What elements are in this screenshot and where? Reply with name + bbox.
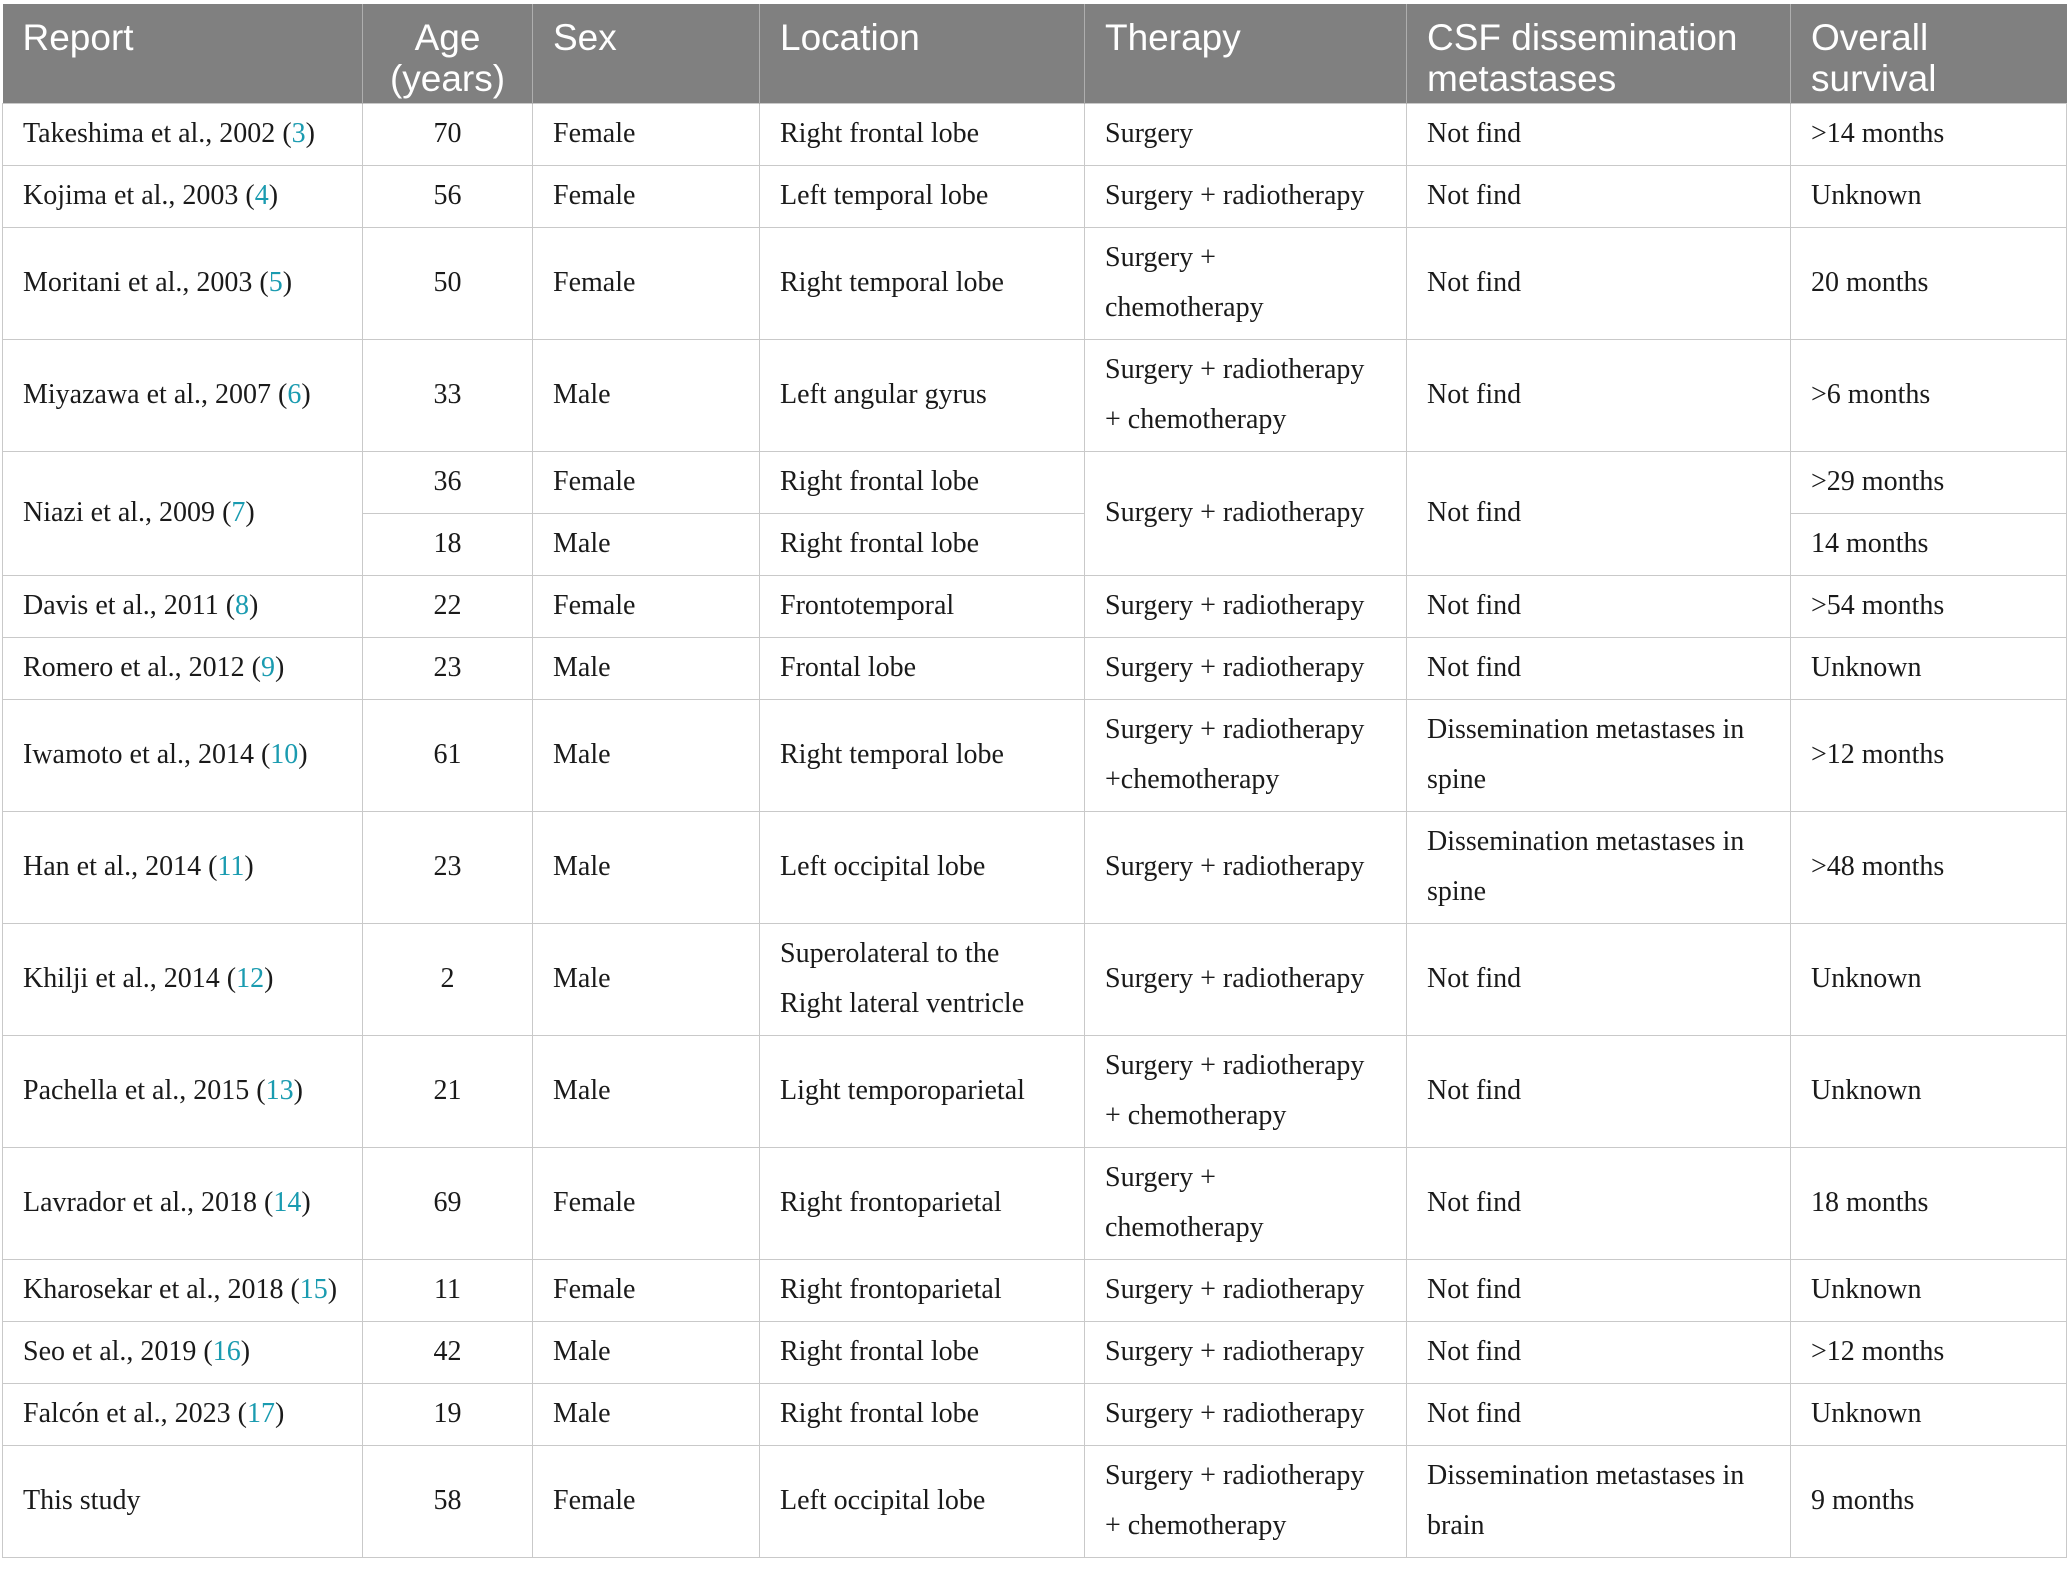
age-cell: 11: [363, 1259, 533, 1321]
survival-cell: >12 months: [1791, 699, 2067, 811]
sex-cell: Female: [533, 451, 760, 513]
report-cell: Davis et al., 2011 (8): [3, 575, 363, 637]
table-row: [3, 227, 2067, 339]
header-overall-survival: Overall survival: [1791, 4, 2067, 103]
reference-link[interactable]: 12: [236, 963, 265, 994]
reference-link[interactable]: 13: [265, 1075, 294, 1106]
location-cell: Light temporoparietal: [760, 1035, 1085, 1147]
location-cell: Right temporal lobe: [760, 699, 1085, 811]
age-cell: 50: [363, 227, 533, 339]
location-cell: Left temporal lobe: [760, 165, 1085, 227]
csf-cell: Not find: [1407, 339, 1791, 451]
header-sex: Sex: [533, 4, 760, 103]
reference-link[interactable]: 7: [231, 497, 246, 528]
report-cell: Takeshima et al., 2002 (3): [3, 103, 363, 165]
table-row: [3, 923, 2067, 1035]
sex-cell: Female: [533, 103, 760, 165]
survival-cell: Unknown: [1791, 165, 2067, 227]
reference-link[interactable]: 14: [273, 1187, 302, 1218]
survival-cell: Unknown: [1791, 637, 2067, 699]
sex-cell: Male: [533, 1383, 760, 1445]
therapy-cell: Surgery + radiotherapy + chemotherapy: [1085, 1445, 1407, 1557]
survival-cell: 18 months: [1791, 1147, 2067, 1259]
report-name: Iwamoto et al., 2014: [23, 739, 254, 770]
reference-link[interactable]: 5: [268, 267, 283, 298]
report-name: Takeshima et al., 2002: [23, 118, 276, 149]
table-row: [3, 165, 2067, 227]
reference-link[interactable]: 6: [287, 379, 302, 410]
location-cell: Right frontal lobe: [760, 103, 1085, 165]
csf-cell: Not find: [1407, 575, 1791, 637]
sex-cell: Male: [533, 339, 760, 451]
reference-link[interactable]: 11: [217, 851, 245, 882]
sex-cell: Male: [533, 637, 760, 699]
csf-cell: Not find: [1407, 451, 1791, 575]
location-cell: Right frontal lobe: [760, 1383, 1085, 1445]
survival-cell: Unknown: [1791, 1035, 2067, 1147]
age-cell: 36: [363, 451, 533, 513]
table-row: [3, 103, 2067, 165]
report-name: Khilji et al., 2014: [23, 963, 220, 994]
reference-link[interactable]: 4: [254, 180, 269, 211]
survival-cell: 9 months: [1791, 1445, 2067, 1557]
report-cell: Seo et al., 2019 (16): [3, 1321, 363, 1383]
table-row: [3, 1321, 2067, 1383]
csf-cell: Not find: [1407, 227, 1791, 339]
age-cell: 56: [363, 165, 533, 227]
report-cell: Miyazawa et al., 2007 (6): [3, 339, 363, 451]
sex-cell: Female: [533, 1259, 760, 1321]
location-cell: Right frontoparietal: [760, 1259, 1085, 1321]
reference-link[interactable]: 17: [246, 1398, 275, 1429]
report-name: This study: [23, 1485, 141, 1516]
therapy-cell: Surgery + radiotherapy: [1085, 811, 1407, 923]
csf-cell: Not find: [1407, 1321, 1791, 1383]
sex-cell: Male: [533, 699, 760, 811]
header-csf-dissemination: CSF dissemination metastases: [1407, 4, 1791, 103]
location-cell: Right frontoparietal: [760, 1147, 1085, 1259]
survival-cell: >6 months: [1791, 339, 2067, 451]
location-cell: Right temporal lobe: [760, 227, 1085, 339]
report-cell: Khilji et al., 2014 (12): [3, 923, 363, 1035]
survival-cell: >48 months: [1791, 811, 2067, 923]
reference-link[interactable]: 8: [235, 590, 250, 621]
sex-cell: Female: [533, 1445, 760, 1557]
age-cell: 42: [363, 1321, 533, 1383]
location-cell: Left occipital lobe: [760, 811, 1085, 923]
csf-cell: Dissemination metastases in brain: [1407, 1445, 1791, 1557]
age-cell: 19: [363, 1383, 533, 1445]
report-cell: Romero et al., 2012 (9): [3, 637, 363, 699]
header-age: Age (years): [363, 4, 533, 103]
therapy-cell: Surgery: [1085, 103, 1407, 165]
location-cell: Frontotemporal: [760, 575, 1085, 637]
age-cell: 23: [363, 811, 533, 923]
report-cell: Falcón et al., 2023 (17): [3, 1383, 363, 1445]
report-name: Kharosekar et al., 2018: [23, 1274, 284, 1305]
therapy-cell: Surgery + radiotherapy + chemotherapy: [1085, 1035, 1407, 1147]
sex-cell: Male: [533, 513, 760, 575]
sex-cell: Female: [533, 1147, 760, 1259]
survival-cell: 20 months: [1791, 227, 2067, 339]
therapy-cell: Surgery + radiotherapy: [1085, 1383, 1407, 1445]
report-cell: Kharosekar et al., 2018 (15): [3, 1259, 363, 1321]
reference-link[interactable]: 10: [270, 739, 299, 770]
report-cell: Moritani et al., 2003 (5): [3, 227, 363, 339]
csf-cell: Not find: [1407, 637, 1791, 699]
report-cell: Kojima et al., 2003 (4): [3, 165, 363, 227]
therapy-cell: Surgery + radiotherapy: [1085, 637, 1407, 699]
csf-cell: Not find: [1407, 165, 1791, 227]
reference-link[interactable]: 3: [291, 118, 306, 149]
survival-cell: >54 months: [1791, 575, 2067, 637]
report-cell: Han et al., 2014 (11): [3, 811, 363, 923]
location-cell: Superolateral to the Right lateral ventricle: [760, 923, 1085, 1035]
sex-cell: Male: [533, 1321, 760, 1383]
csf-cell: Not find: [1407, 1147, 1791, 1259]
table-row: [3, 811, 2067, 923]
report-name: Niazi et al., 2009: [23, 497, 216, 528]
therapy-cell: Surgery + radiotherapy + chemotherapy: [1085, 339, 1407, 451]
report-name: Davis et al., 2011: [23, 590, 219, 621]
case-reports-table: [2, 4, 2067, 1558]
report-cell: Lavrador et al., 2018 (14): [3, 1147, 363, 1259]
csf-cell: Not find: [1407, 1383, 1791, 1445]
table-row: [3, 637, 2067, 699]
header-location: Location: [760, 4, 1085, 103]
table-row: [3, 575, 2067, 637]
sex-cell: Male: [533, 811, 760, 923]
location-cell: Right frontal lobe: [760, 1321, 1085, 1383]
age-cell: 22: [363, 575, 533, 637]
csf-cell: Dissemination metastases in spine: [1407, 811, 1791, 923]
therapy-cell: Surgery + radiotherapy: [1085, 165, 1407, 227]
age-cell: 23: [363, 637, 533, 699]
sex-cell: Male: [533, 1035, 760, 1147]
age-cell: 18: [363, 513, 533, 575]
table-row: [3, 451, 2067, 513]
therapy-cell: Surgery + radiotherapy: [1085, 923, 1407, 1035]
therapy-cell: Surgery + chemotherapy: [1085, 1147, 1407, 1259]
report-cell: [3, 1445, 363, 1557]
csf-cell: Not find: [1407, 1035, 1791, 1147]
age-cell: 61: [363, 699, 533, 811]
therapy-cell: Surgery + radiotherapy: [1085, 1259, 1407, 1321]
csf-cell: Not find: [1407, 1259, 1791, 1321]
reference-link[interactable]: 9: [260, 652, 275, 683]
table-row: [3, 1383, 2067, 1445]
sex-cell: Female: [533, 575, 760, 637]
table-row: [3, 339, 2067, 451]
survival-cell: 14 months: [1791, 513, 2067, 575]
therapy-cell: Surgery + radiotherapy: [1085, 575, 1407, 637]
location-cell: Right frontal lobe: [760, 513, 1085, 575]
therapy-cell: Surgery + radiotherapy: [1085, 1321, 1407, 1383]
location-cell: Left angular gyrus: [760, 339, 1085, 451]
header-therapy: Therapy: [1085, 4, 1407, 103]
report-cell: Iwamoto et al., 2014 (10): [3, 699, 363, 811]
report-name: Pachella et al., 2015: [23, 1075, 250, 1106]
report-name: Miyazawa et al., 2007: [23, 379, 272, 410]
sex-cell: Female: [533, 227, 760, 339]
age-cell: 33: [363, 339, 533, 451]
report-name: Moritani et al., 2003: [23, 267, 253, 298]
age-cell: 21: [363, 1035, 533, 1147]
age-cell: 70: [363, 103, 533, 165]
report-name: Lavrador et al., 2018: [23, 1187, 258, 1218]
header-report: Report: [3, 4, 363, 103]
reference-link[interactable]: 16: [212, 1336, 241, 1367]
table-row: [3, 1259, 2067, 1321]
table-row: [3, 1035, 2067, 1147]
reference-link[interactable]: 15: [299, 1274, 328, 1305]
survival-cell: Unknown: [1791, 1383, 2067, 1445]
report-name: Falcón et al., 2023: [23, 1398, 231, 1429]
table-row: [3, 1445, 2067, 1557]
report-name: Kojima et al., 2003: [23, 180, 239, 211]
age-cell: 69: [363, 1147, 533, 1259]
age-cell: 58: [363, 1445, 533, 1557]
therapy-cell: Surgery + radiotherapy: [1085, 451, 1407, 575]
csf-cell: Not find: [1407, 923, 1791, 1035]
table-row: [3, 1147, 2067, 1259]
csf-cell: Dissemination metastases in spine: [1407, 699, 1791, 811]
report-name: Seo et al., 2019: [23, 1336, 197, 1367]
report-name: Han et al., 2014: [23, 851, 202, 882]
csf-cell: Not find: [1407, 103, 1791, 165]
location-cell: Right frontal lobe: [760, 451, 1085, 513]
survival-cell: >14 months: [1791, 103, 2067, 165]
report-cell: Niazi et al., 2009 (7): [3, 451, 363, 575]
survival-cell: Unknown: [1791, 1259, 2067, 1321]
survival-cell: Unknown: [1791, 923, 2067, 1035]
report-cell: Pachella et al., 2015 (13): [3, 1035, 363, 1147]
table-row: [3, 699, 2067, 811]
header-row: [3, 4, 2067, 103]
location-cell: Left occipital lobe: [760, 1445, 1085, 1557]
survival-cell: >29 months: [1791, 451, 2067, 513]
age-cell: 2: [363, 923, 533, 1035]
location-cell: Frontal lobe: [760, 637, 1085, 699]
sex-cell: Male: [533, 923, 760, 1035]
therapy-cell: Surgery + radiotherapy +chemotherapy: [1085, 699, 1407, 811]
sex-cell: Female: [533, 165, 760, 227]
report-name: Romero et al., 2012: [23, 652, 245, 683]
survival-cell: >12 months: [1791, 1321, 2067, 1383]
therapy-cell: Surgery + chemotherapy: [1085, 227, 1407, 339]
